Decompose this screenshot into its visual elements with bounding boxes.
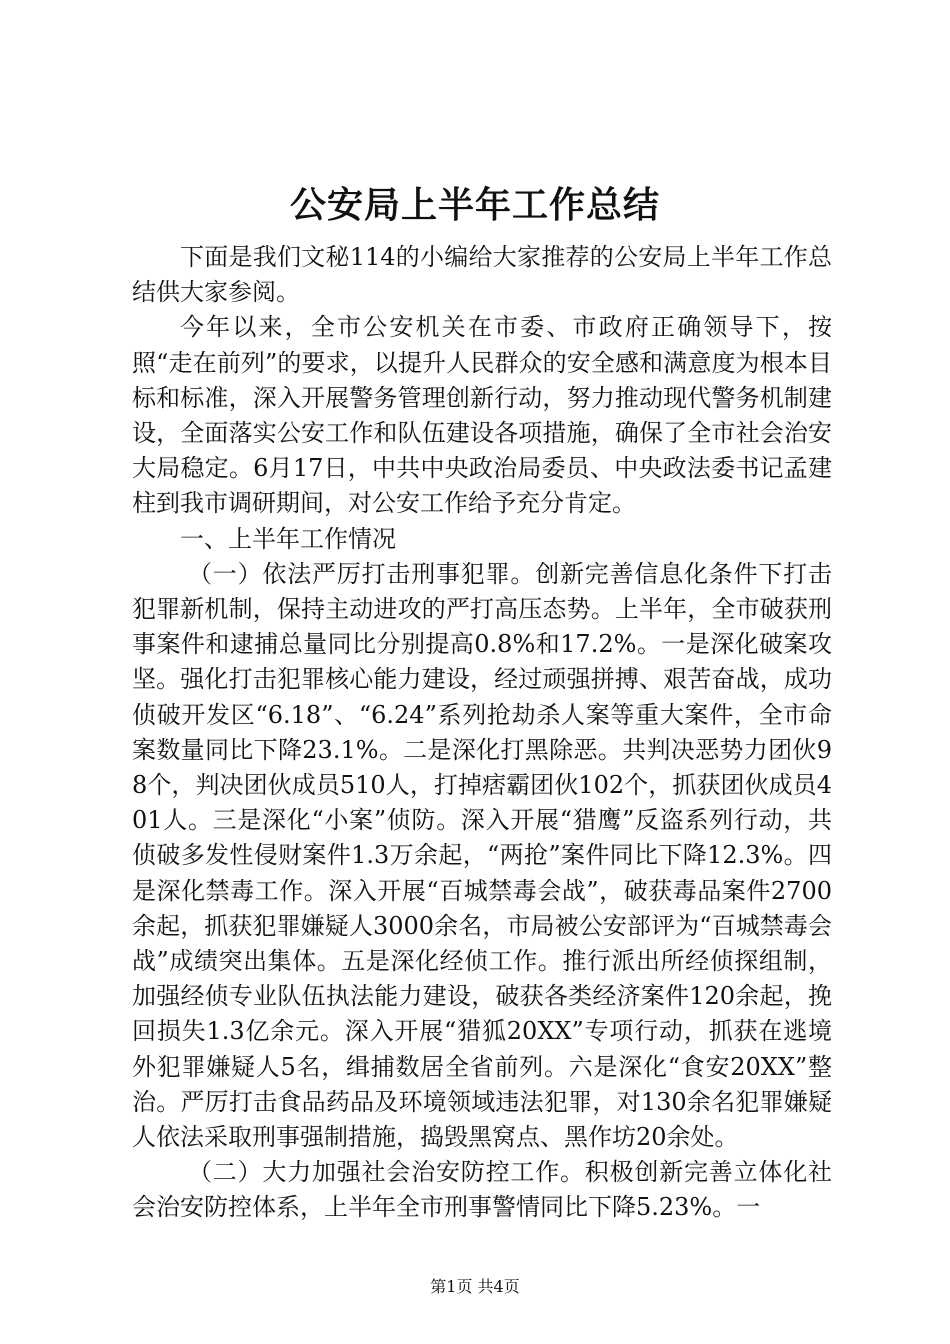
- section-heading: 一、上半年工作情况: [180, 524, 396, 553]
- intro-paragraph: 下面是我们文秘114的小编给大家推荐的公安局上半年工作总结供大家参阅。: [132, 243, 832, 307]
- document-body: [132, 240, 832, 1226]
- section-2-paragraph: （二）大力加强社会治安防控工作。积极创新完善立体化社会治安防控体系，上半年全市刑事警情同比下降5.23%。一: [132, 1158, 832, 1222]
- document-title: 公安局上半年工作总结: [289, 184, 660, 226]
- page-number-footer: 第1页 共4页: [430, 1277, 520, 1296]
- overview-paragraph: 今年以来，全市公安机关在市委、市政府正确领导下，按照“走在前列”的要求，以提升人民群众的安全感和满意度为根本目标和标准，深入开展警务管理创新行动，努力推动现代警务机制建设，全面落实公安工作和队伍建设各项措施，确保了全市社会治安大局稳定。6月17日，中共中央政治局委员、中央政法委书记孟建柱到我市调研期间，对公安工作给予充分肯定。: [132, 313, 832, 518]
- section-1-paragraph: （一）依法严厉打击刑事犯罪。创新完善信息化条件下打击犯罪新机制，保持主动进攻的严打高压态势。上半年，全市破获刑事案件和逮捕总量同比分别提高0.8%和17.2%。一是深化破案攻坚。强化打击犯罪核心能力建设，经过顽强拼搏、艰苦奋战，成功侦破开发区“6.18”、“6.24”系列抢劫杀人案等重大案件，全市命案数量同比下降23.1%。二是深化打黑除恶。共判决恶势力团伙98个，判决团伙成员510人，打掉痞霸团伙102个，抓获团伙成员401人。三是深化“小案”侦防。深入开展“猎鹰”反盗系列行动，共侦破多发性侵财案件1.3万余起，“两抢”案件同比下降12.3%。四是深化禁毒工作。深入开展“百城禁毒会战”，破获毒品案件2700余起，抓获犯罪嫌疑人3000余名，市局被公安部评为“百城禁毒会战”成绩突出集体。五是深化经侦工作。推行派出所经侦探组制，加强经侦专业队伍执法能力建设，破获各类经济案件120余起，挽回损失1.3亿余元。深入开展“猎狐20XX”专项行动，抓获在逃境外犯罪嫌疑人5名，缉捕数居全省前列。六是深化“食安20XX”整治。严厉打击食品药品及环境领域违法犯罪，对130余名犯罪嫌疑人依法采取刑事强制措施，捣毁黑窝点、黑作坊20余处。: [132, 559, 832, 1152]
